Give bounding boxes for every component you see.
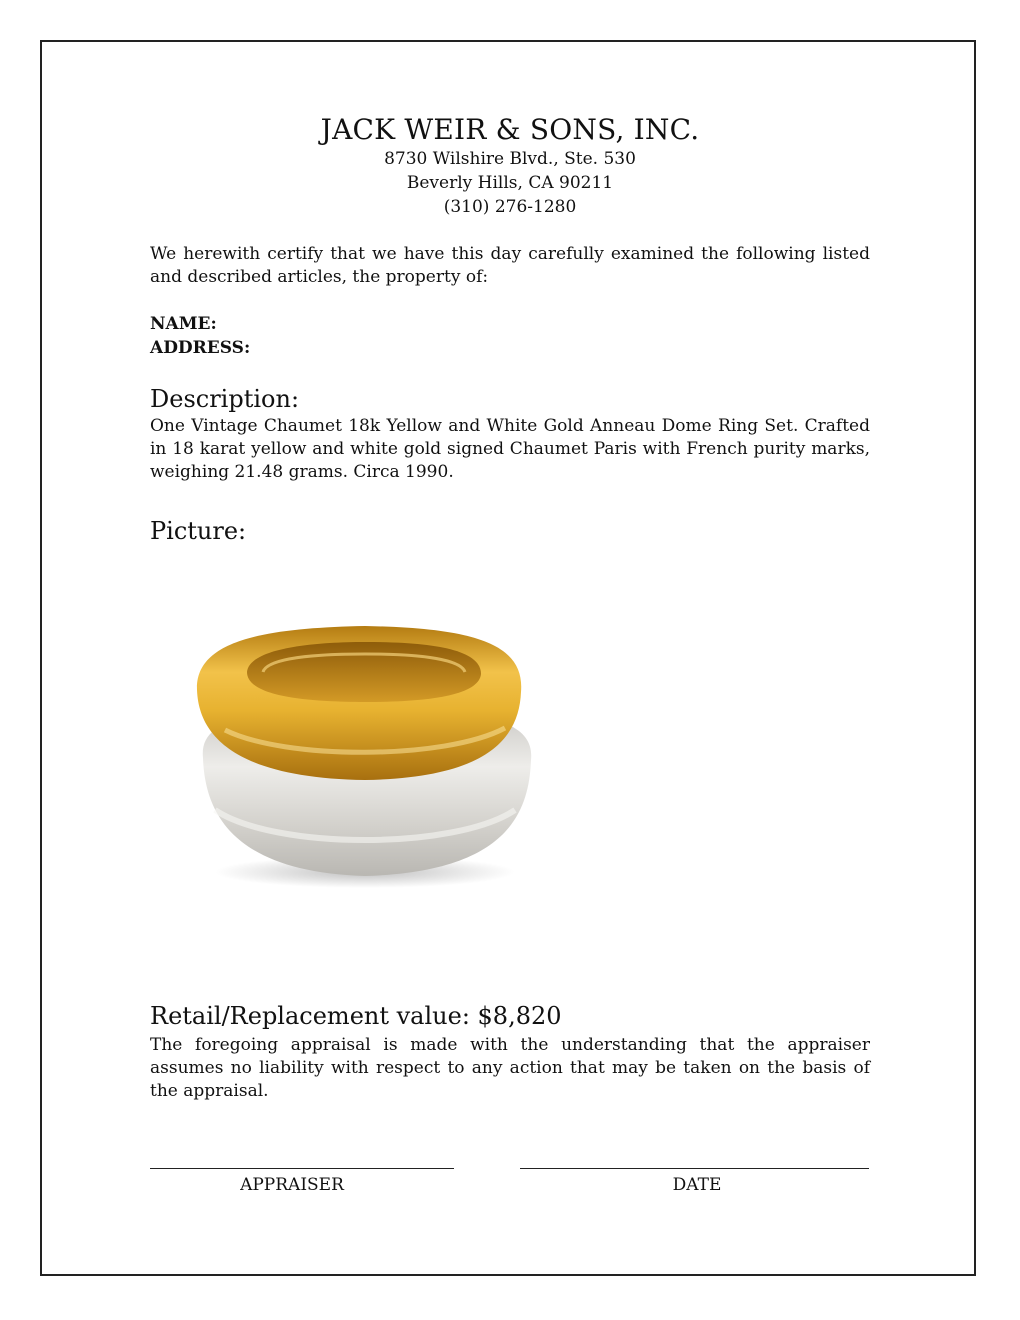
ring-set-image <box>185 610 545 900</box>
description-text: One Vintage Chaumet 18k Yellow and White Gold Anneau Dome Ring Set. Crafted in 18 karat yellow and white gold signed Chaumet Paris with French purity marks, weighing 21.48 grams. Circa 1990. <box>150 416 870 482</box>
picture-heading: Picture: <box>150 517 247 545</box>
company-city-state: Beverly Hills, CA 90211 <box>406 173 614 193</box>
appraiser-signature-line <box>150 1168 454 1169</box>
date-label: DATE <box>672 1175 722 1195</box>
company-street-address: 8730 Wilshire Blvd., Ste. 530 <box>384 149 636 169</box>
company-phone: (310) 276-1280 <box>443 197 577 217</box>
date-signature-line <box>520 1168 869 1169</box>
certification-intro: We herewith certify that we have this day carefully examined the following listed and described articles, the property of: <box>150 244 870 287</box>
liability-disclaimer: The foregoing appraisal is made with the understanding that the appraiser assumes no liability with respect to any action that may be taken on the basis of the appraisal. <box>150 1035 870 1101</box>
appraiser-label: APPRAISER <box>240 1175 344 1195</box>
owner-address-label: ADDRESS: <box>150 338 251 358</box>
company-name: JACK WEIR & SONS, INC. <box>320 113 700 146</box>
owner-name-label: NAME: <box>150 314 217 334</box>
description-heading: Description: <box>150 385 300 413</box>
retail-value-heading: Retail/Replacement value: $8,820 <box>150 1002 562 1030</box>
